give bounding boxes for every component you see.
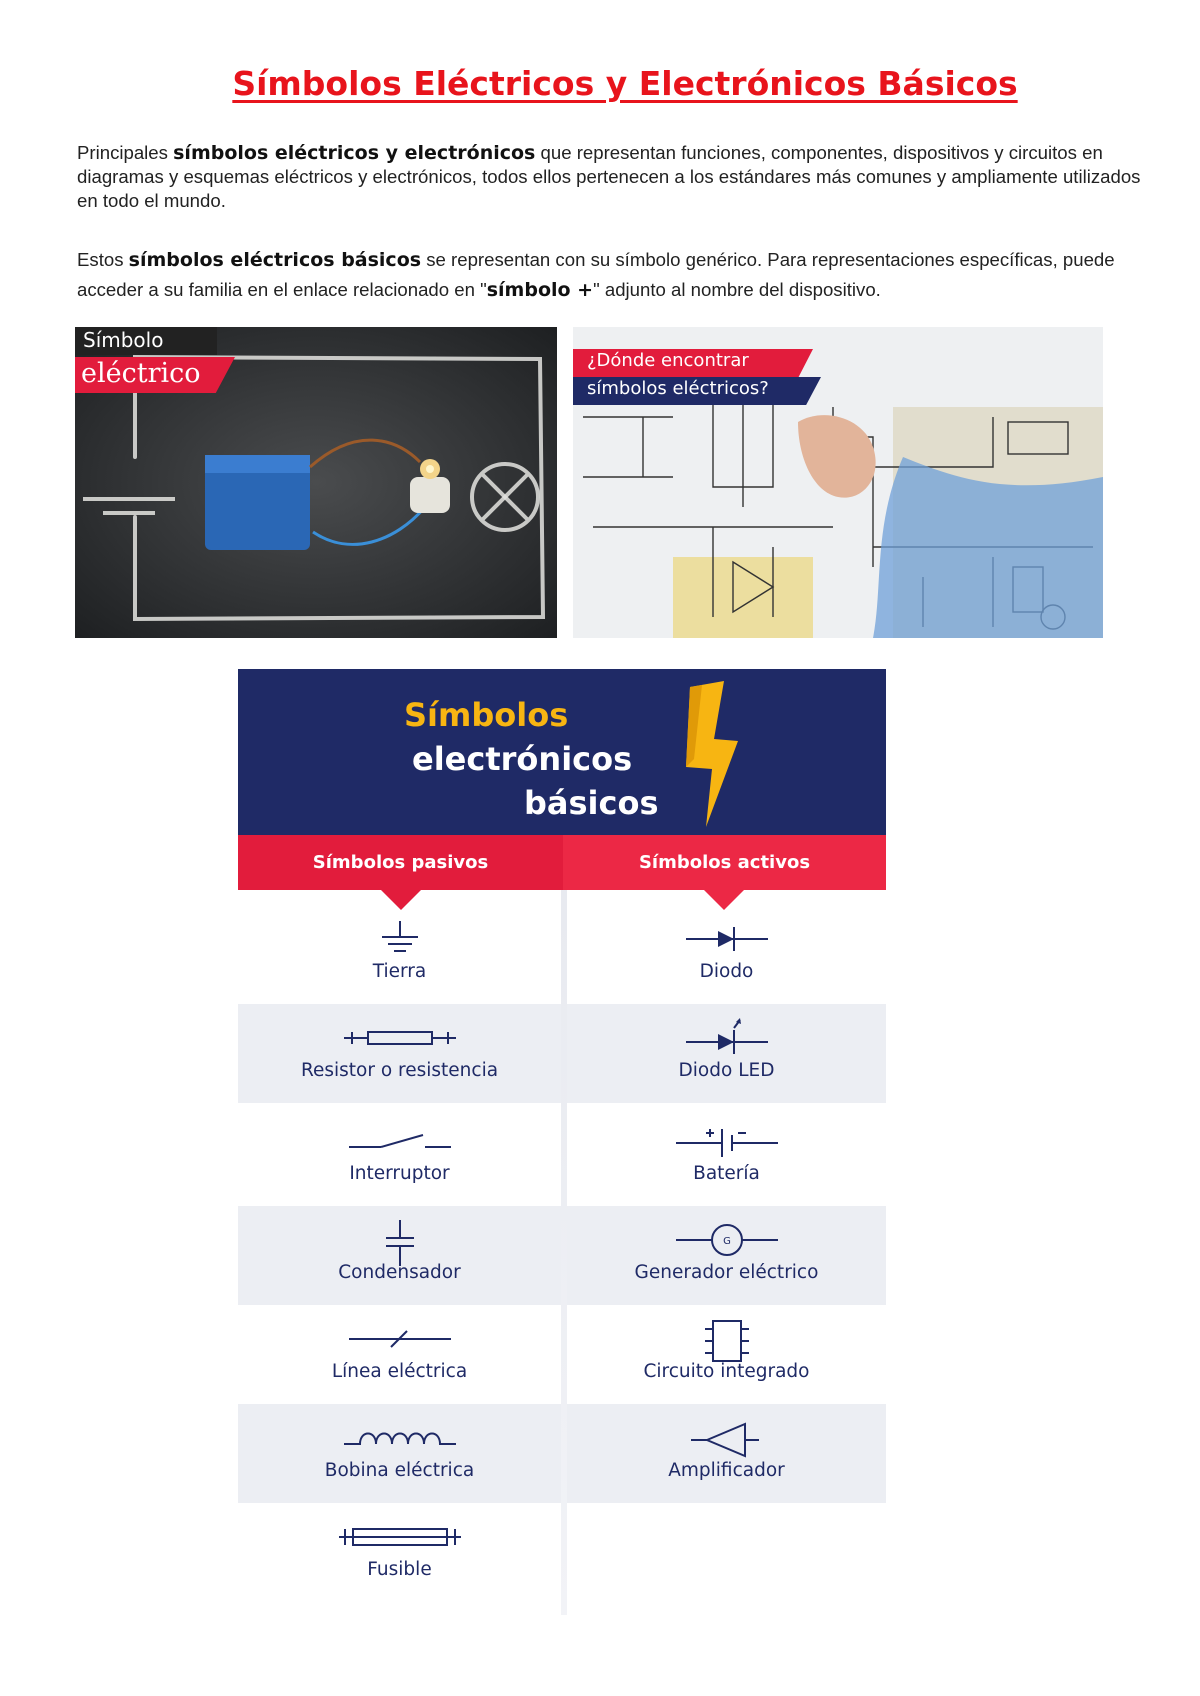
inductor-coil-icon: [340, 1418, 460, 1458]
switch-icon: [345, 1121, 455, 1161]
symbol-label: Fusible: [367, 1559, 432, 1580]
symbol-cell-diodo-led: [567, 1004, 886, 1103]
symbol-row: [238, 1404, 886, 1503]
amplifier-icon: [687, 1418, 767, 1462]
schematic-drawing-image: [573, 327, 1103, 638]
capacitor-icon: [370, 1220, 430, 1268]
chalkboard-circuit-image: [75, 327, 557, 638]
symbol-label: Diodo: [699, 961, 754, 982]
integrated-circuit-icon: [697, 1319, 757, 1363]
banner1-line1: Símbolo: [83, 328, 164, 352]
generator-icon: [672, 1220, 782, 1260]
symbol-cell-linea: [238, 1305, 561, 1404]
symbol-cell-tierra: [238, 905, 561, 1004]
symbol-label: Amplificador: [668, 1460, 785, 1481]
symbol-label: Tierra: [372, 961, 427, 982]
intro-paragraph-2: Estos símbolos eléctricos básicos se representan con su símbolo genérico. Para representaciones específicas, puede acceder a su familia en el enlace relacionado en "símbolo +" adjunto al nombre del dispositivo.: [77, 249, 1115, 301]
diode-icon: [682, 919, 772, 959]
symbol-row: [238, 905, 886, 1004]
banner1-line2: eléctrico: [81, 358, 201, 389]
symbol-cell-fusible: [238, 1503, 561, 1602]
svg-text:G: G: [722, 1236, 731, 1247]
led-icon: [682, 1018, 772, 1058]
symbol-cell-resistor: [238, 1004, 561, 1103]
symbol-cell-condensador: [238, 1206, 561, 1305]
infographic-title-3: básicos: [524, 784, 659, 822]
symbol-row: [238, 1107, 886, 1206]
tab-passive-symbols: Símbolos pasivos: [312, 852, 489, 873]
page-title: Símbolos Eléctricos y Electrónicos Básicos: [232, 64, 1018, 103]
banner2-line1: ¿Dónde encontrar: [587, 350, 749, 371]
symbol-label: Bobina eléctrica: [324, 1460, 475, 1481]
symbol-label: Condensador: [338, 1262, 461, 1283]
symbol-label: Circuito integrado: [643, 1361, 810, 1382]
symbol-label: Batería: [693, 1163, 760, 1184]
battery-icon: [672, 1121, 782, 1161]
symbol-row: [238, 1503, 886, 1602]
banner2-line2: símbolos eléctricos?: [587, 378, 769, 399]
symbol-cell-bateria: [567, 1107, 886, 1206]
symbol-row: [238, 1305, 886, 1404]
symbol-cell-bobina: [238, 1404, 561, 1503]
infographic-header: [238, 669, 886, 835]
resistor-icon: [340, 1018, 460, 1058]
infographic-title-1: Símbolos: [404, 696, 569, 734]
category-tab-bar: [238, 835, 886, 890]
symbol-cell-interruptor: [238, 1107, 561, 1206]
symbol-cell-amplificador: [567, 1404, 886, 1503]
symbol-label: Resistor o resistencia: [300, 1060, 499, 1081]
symbol-label: Interruptor: [349, 1163, 450, 1184]
symbol-row: [238, 1004, 886, 1103]
fuse-icon: [335, 1517, 465, 1557]
symbol-cell-diodo: [567, 905, 886, 1004]
symbol-cell-generador: [567, 1206, 886, 1305]
symbol-label: Diodo LED: [678, 1060, 775, 1081]
tab-active-symbols: Símbolos activos: [563, 835, 886, 890]
symbol-label: Línea eléctrica: [331, 1361, 468, 1382]
infographic-title-2: electrónicos: [412, 740, 633, 778]
intro-paragraph-1: Principales símbolos eléctricos y electrónicos que representan funciones, componentes, dispositivos y circuitos en diagramas y esquemas eléctricos y electrónicos, todos ellos pertenecen a los estándares más comunes y ampliamente utilizados en todo el mundo.: [77, 142, 1141, 211]
lightning-bolt-icon: [668, 679, 748, 829]
symbol-row: [238, 1206, 886, 1305]
symbol-cell-circuito: [567, 1305, 886, 1404]
ground-icon: [370, 919, 430, 959]
symbol-label: Generador eléctrico: [634, 1262, 819, 1283]
symbols-infographic: [238, 669, 886, 1615]
power-line-icon: [345, 1319, 455, 1359]
